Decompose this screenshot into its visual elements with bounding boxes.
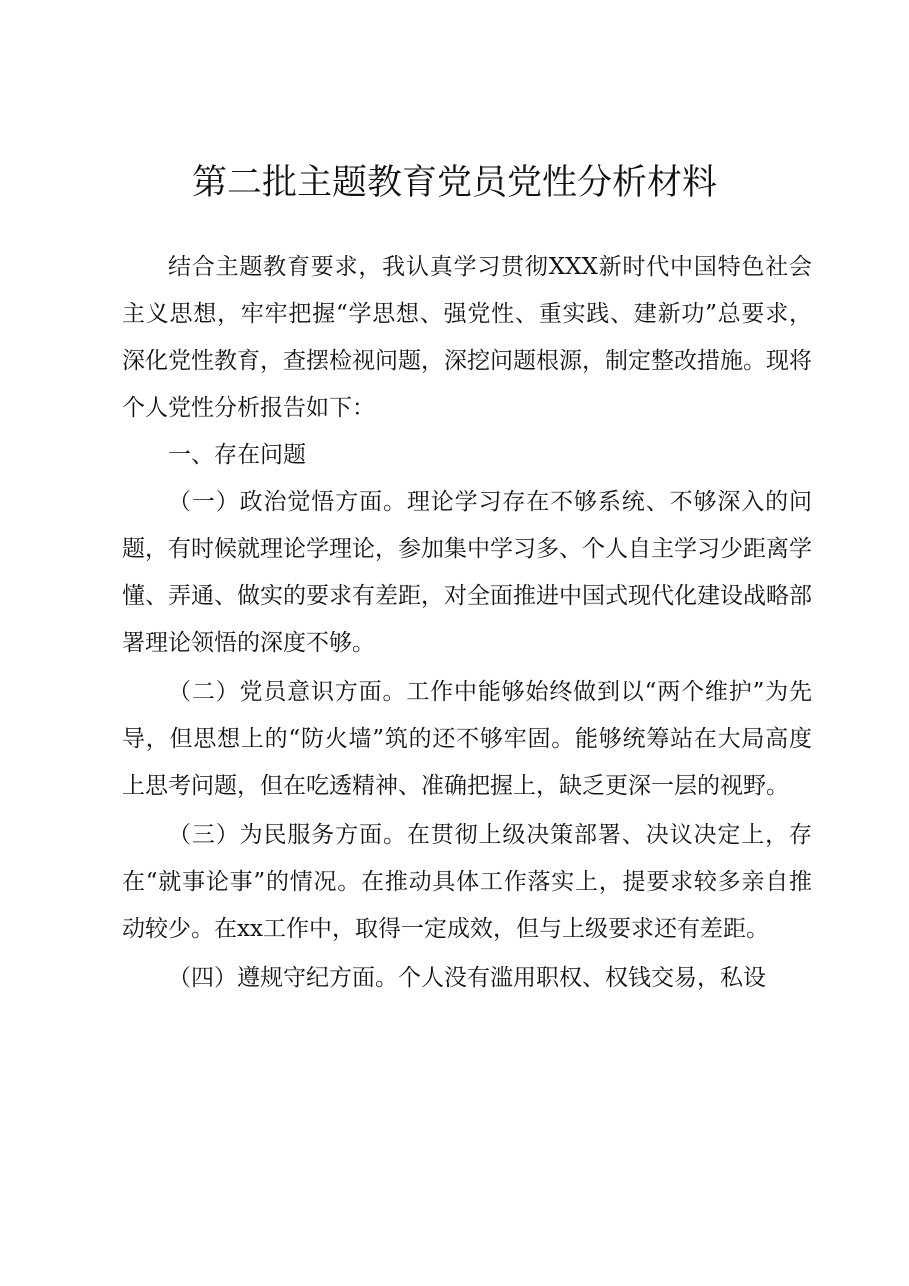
- paragraph-party-awareness: （二）党员意识方面。工作中能够始终做到以“两个维护”为先导，但思想上的“防火墙”筑的还不够牢固。能够统筹站在大局高度上思考问题，但在吃透精神、准确把握上，缺乏更深一层的视野。: [122, 679, 812, 799]
- document-body: [122, 244, 812, 1002]
- intro-paragraph: 结合主题教育要求，我认真学习贯彻XXX新时代中国特色社会主义思想，牢牢把握“学思想、强党性、重实践、建新功”总要求，深化党性教育，查摆检视问题，深挖问题根源，制定整改措施。现将个人党性分析报告如下：: [122, 254, 812, 421]
- document-title: 第二批主题教育党员党性分析材料: [191, 163, 717, 203]
- paragraph-discipline: （四）遵规守纪方面。个人没有滥用职权、权钱交易，私设: [168, 965, 766, 991]
- paragraph-serving-people: （三）为民服务方面。在贯彻上级决策部署、决议决定上，存在“就事论事”的情况。在推动具体工作落实上，提要求较多亲自推动较少。在xx工作中，取得一定成效，但与上级要求还有差距。: [122, 822, 812, 942]
- paragraph-political-awareness: （一）政治觉悟方面。理论学习存在不够系统、不够深入的问题，有时候就理论学理论，参加集中学习多、个人自主学习少距离学懂、弄通、做实的要求有差距，对全面推进中国式现代化建设战略部署理论领悟的深度不够。: [122, 489, 812, 656]
- section-heading-problems: 一、存在问题: [168, 442, 306, 468]
